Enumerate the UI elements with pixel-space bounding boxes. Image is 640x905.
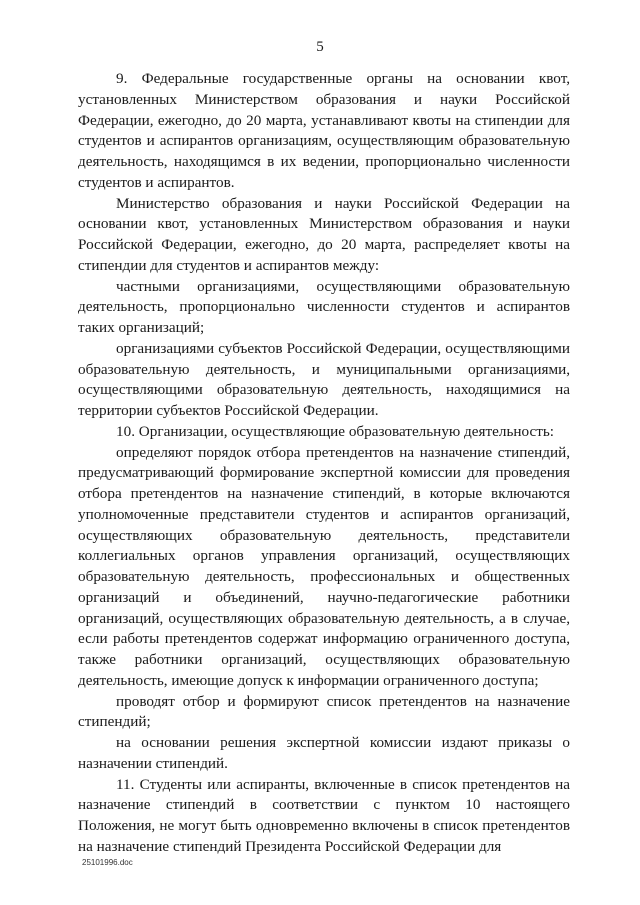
paragraph-ministry: Министерство образования и науки Российской Федерации на основании квот, установленных Министерством образования и науки Российской Федерации, ежегодно, до 20 марта, распределяет квоты на стипендии для студентов и аспирантов между: bbox=[78, 194, 570, 274]
paragraph-private-orgs: частными организациями, осуществляющими образовательную деятельность, пропорционально численности студентов и аспирантов таких организаций; bbox=[78, 277, 570, 336]
paragraph-item-11: 11. Студенты или аспиранты, включенные в список претендентов на назначение стипендий в соответствии с пунктом 10 настоящего Положения, не могут быть одновременно включены в список претендентов на назначение стипендий Президента Российской Федерации для bbox=[78, 775, 570, 855]
paragraph-item-9: 9. Федеральные государственные органы на основании квот, установленных Министерством образования и науки Российской Федерации, ежегодно, до 20 марта, устанавливают квоты на стипендии для студентов и аспирантов организациям, осуществляющим образовательную деятельность, находящимся в их ведении, пропорционально численности студентов и аспирантов. bbox=[78, 70, 570, 191]
paragraph-regional-orgs: организациями субъектов Российской Федерации, осуществляющими образовательную деятельность, и муниципальными организациями, осуществляющими образовательную деятельность, находящимися на территории субъектов Российской Федерации. bbox=[78, 339, 570, 419]
document-body bbox=[78, 69, 570, 858]
footer-filename: 25101996.doc bbox=[82, 858, 133, 867]
paragraph-candidate-list: проводят отбор и формируют список претендентов на назначение стипендий; bbox=[78, 692, 570, 731]
paragraph-selection-procedure: определяют порядок отбора претендентов на назначение стипендий, предусматривающий формирование экспертной комиссии для проведения отбора претендентов на назначение стипендий, в которые включаются уполномоченные представители студентов и аспирантов организаций, осуществляющих образовательную деятельность, представители коллегиальных органов управления организаций, осуществляющих образовательную деятельность, профессиональных и общественных организаций и объединений, научно-педагогические работники организаций, осуществляющих образовательную деятельность, а в случае, если работы претендентов содержат информацию ограниченного доступа, также работники организаций, осуществляющих образовательную деятельность, имеющие допуск к информации ограниченного доступа; bbox=[78, 443, 570, 689]
paragraph-item-10: 10. Организации, осуществляющие образовательную деятельность: bbox=[116, 422, 555, 440]
paragraph-orders: на основании решения экспертной комиссии издают приказы о назначении стипендий. bbox=[78, 734, 570, 772]
page-number: 5 bbox=[316, 39, 324, 55]
